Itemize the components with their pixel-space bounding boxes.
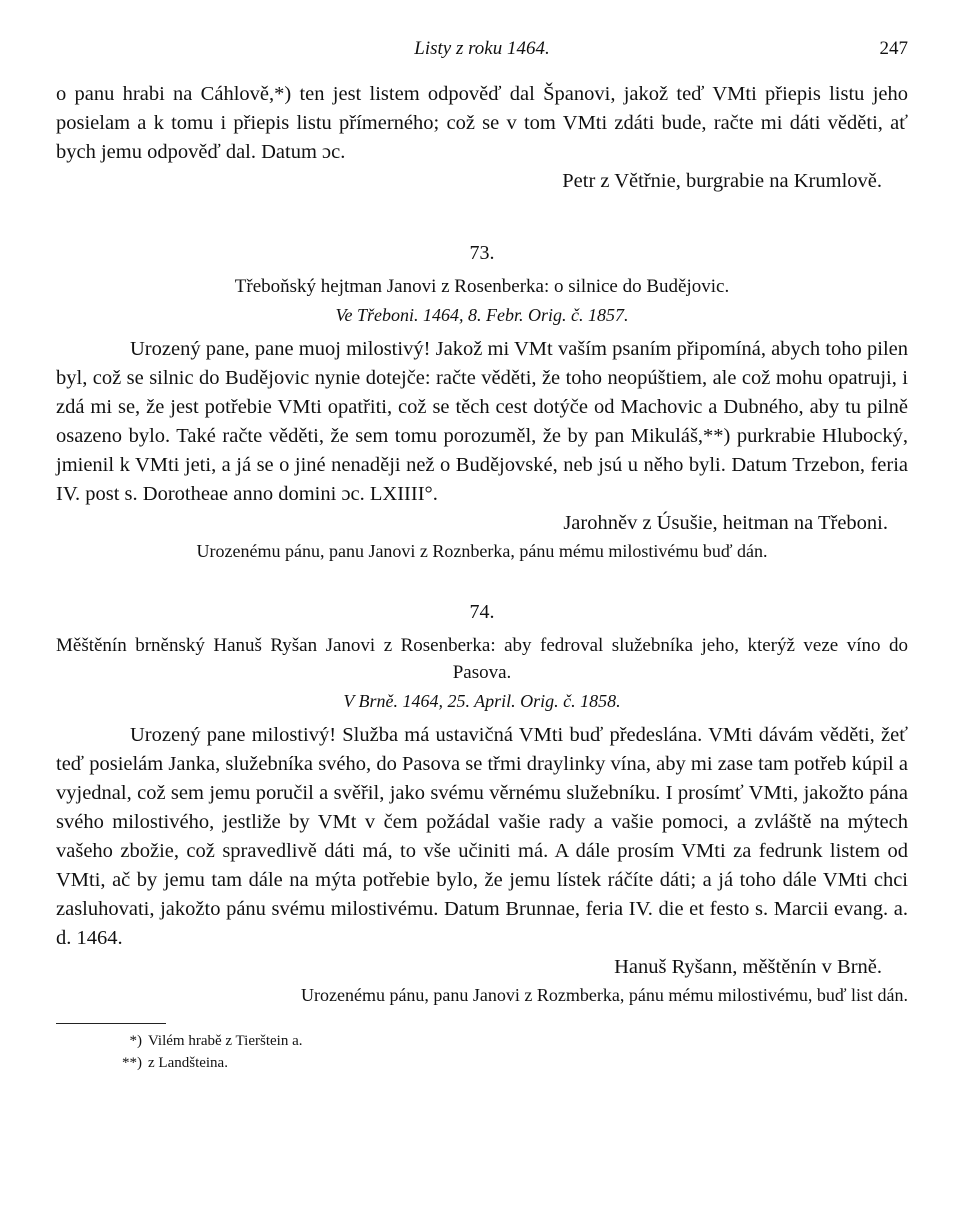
footnote-1-text: Vilém hrabě z Tierštein a. xyxy=(148,1033,303,1049)
running-title: Listy z roku 1464. xyxy=(414,38,550,59)
continuation-signature: Petr z Větřnie, burgrabie na Krumlově. xyxy=(562,170,882,192)
footnote-2-text: z Landšteina. xyxy=(148,1055,228,1071)
page-number: 247 xyxy=(879,38,908,59)
letter-74-number: 74. xyxy=(469,601,495,623)
running-header xyxy=(56,38,908,66)
footnote-divider xyxy=(56,1023,166,1024)
letter-74-signature: Hanuš Ryšann, měštěnín v Brně. xyxy=(614,956,882,978)
letter-74-body: Urozený pane milostivý! Služba má ustavičná VMti buď předeslána. VMti dávám věděti, žeť teď posielám Janka, služebníka svého, do Pasova se třmi draylinky vína, aby mi zase tam potřeb kúpil a vyjednal, což sem jemu poručil a svěřil, jako svému věrnému služebníku. I prosímť VMti, jakožto pána svého milostivého, jestliže by VMt v čem požádal vašie rady a vašie pomoci, a zvláště na mýtech vašeho zbožie, což spravedlivě dáti má, to vše učiniti má. A dále prosím VMti za fedrunk listem od VMti, ač by jemu tam dále na mýta potřebie bylo, že jemu lístek ráčíte dáti; a já toho dále VMti chci zasluhovati, jakožto pánu svému milostivému. Datum Brunnae, feria IV. die et festo s. Marcii evang. a. d. 1464. xyxy=(56,724,908,949)
footnote-2-mark: **) xyxy=(122,1055,142,1071)
letter-73-regest: Třeboňský hejtman Janovi z Rosenberka: o silnice do Budějovic. xyxy=(234,276,730,297)
letter-74-regest: Měštěnín brněnský Hanuš Ryšan Janovi z Rosenberka: aby fedroval služebníka jeho, kterýž veze víno do Pasova. xyxy=(56,635,908,683)
letter-74-address: Urozenému pánu, panu Janovi z Rozmberka, pánu mému milostivému, buď list dán. xyxy=(300,985,908,1005)
page xyxy=(56,38,908,1074)
footnote-2 xyxy=(104,1052,908,1074)
letter-73-number: 73. xyxy=(469,242,495,264)
letter-73-source: Ve Třeboni. 1464, 8. Febr. Orig. č. 1857. xyxy=(335,305,629,325)
letter-74-source: V Brně. 1464, 25. April. Orig. č. 1858. xyxy=(343,691,621,711)
letter-73-body: Urozený pane, pane muoj milostivý! Jakož mi VMt vaším psaním připomíná, abych toho pilen byl, což se silnic do Budějovic nynie dotejče: račte věděti, že toho neopúštiem, ale což mohu opatruji, i zdá mi se, že jest potřebie VMti opatřiti, což se těch cest dotýče od Machovic a Dubného, aby tu pilně osazeno bylo. Také račte věděti, že sem tomu porozuměl, že by pan Mikuláš,**) purkrabie Hlubocký, jmienil k VMti jeti, a já se o jiné nenaději než o Budějovské, neb jsú u něho byli. Datum Trzebon, feria IV. post s. Dorotheae anno domini ɔc. LXIIII°. xyxy=(56,338,908,505)
footnote-1 xyxy=(104,1030,908,1052)
continuation-paragraph: o panu hrabi na Cáhlově,*) ten jest listem odpověď dal Španovi, jakož teď VMti přiepis listu jeho posielam a k tomu i přiepis listu přímerného; což se v tom VMti zdáti bude, račte mi dáti věděti, ať bych jemu odpověď dal. Datum ɔc. xyxy=(56,83,908,163)
letter-73-signature: Jarohněv z Úsušie, heitman na Třeboni. xyxy=(563,512,888,534)
footnote-1-mark: *) xyxy=(129,1033,142,1049)
letter-73-address: Urozenému pánu, panu Janovi z Roznberka, pánu mému milostivému buď dán. xyxy=(196,541,768,561)
